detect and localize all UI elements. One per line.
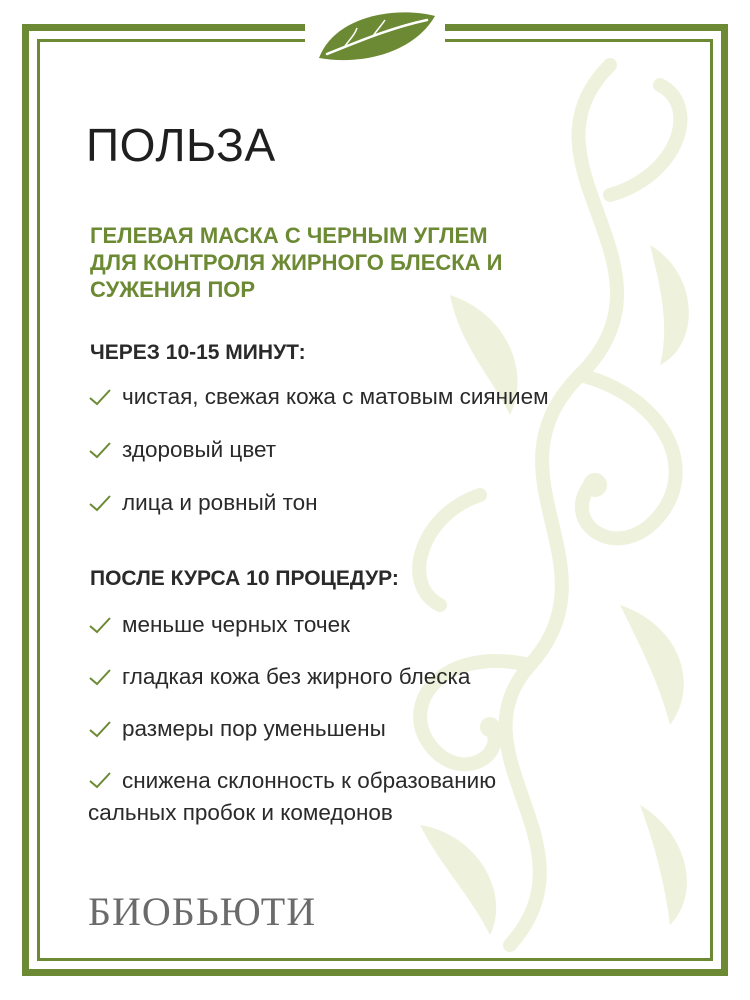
section-heading-after-course: ПОСЛЕ КУРСА 10 ПРОЦЕДУР: xyxy=(90,567,399,590)
subtitle-line: ГЕЛЕВАЯ МАСКА С ЧЕРНЫМ УГЛЕМ xyxy=(90,223,488,248)
benefit-item: меньше черных точек xyxy=(88,609,688,641)
benefit-item: лица и ровный тон xyxy=(88,487,688,519)
subtitle-line: СУЖЕНИЯ ПОР xyxy=(90,277,256,302)
benefit-item: здоровый цвет xyxy=(88,434,688,466)
product-subtitle xyxy=(90,222,650,303)
checkmark-icon xyxy=(88,667,112,687)
benefit-item: гладкая кожа без жирного блеска xyxy=(88,661,688,693)
checkmark-icon xyxy=(88,387,112,407)
benefit-item: размеры пор уменьшены xyxy=(88,713,688,745)
brand-logo: БИОБЬЮТИ xyxy=(88,889,317,934)
checkmark-icon xyxy=(88,770,112,790)
checkmark-icon xyxy=(88,719,112,739)
benefit-item: чистая, свежая кожа с матовым сиянием xyxy=(88,381,688,413)
section-heading-after-minutes: ЧЕРЕЗ 10-15 МИНУТ: xyxy=(90,341,306,364)
checkmark-icon xyxy=(88,440,112,460)
checkmark-icon xyxy=(88,493,112,513)
checkmark-icon xyxy=(88,615,112,635)
subtitle-line: ДЛЯ КОНТРОЛЯ ЖИРНОГО БЛЕСКА И xyxy=(90,250,503,275)
benefit-item: снижена склонность к образованию сальных пробок и комедонов xyxy=(88,768,497,825)
page-title: ПОЛЬЗА xyxy=(86,119,276,171)
